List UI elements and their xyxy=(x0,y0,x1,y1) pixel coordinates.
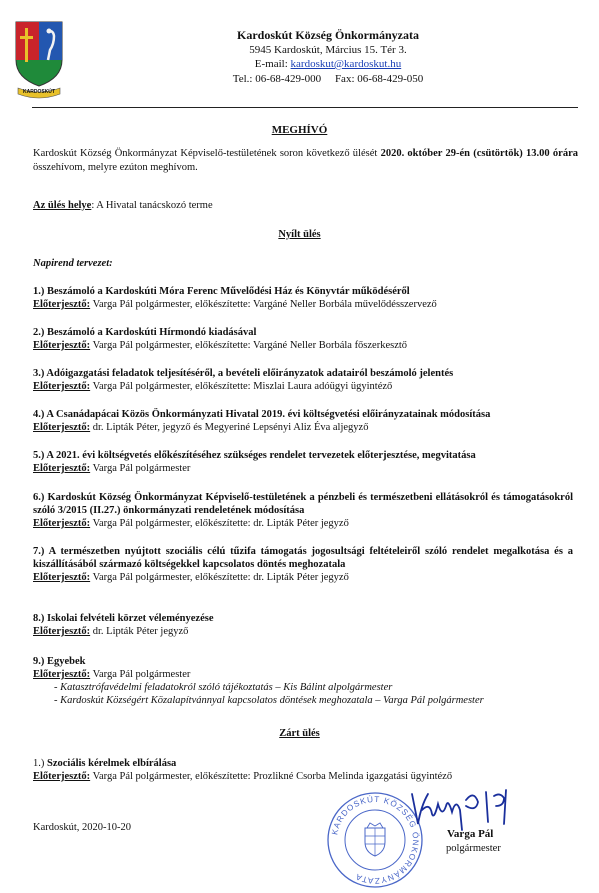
agenda-item xyxy=(33,655,573,707)
agenda-item-presenter xyxy=(33,517,573,530)
org-name: Kardoskút Község Önkormányzata xyxy=(236,28,419,42)
presenter-value: Varga Pál polgármester, előkészítette: dr. Lipták Péter jegyző xyxy=(90,572,349,583)
presenter-label: Előterjesztő: xyxy=(33,572,91,583)
signatory-title: polgármester xyxy=(446,843,501,854)
presenter-label: Előterjesztő: xyxy=(33,518,91,529)
agenda-item-presenter xyxy=(33,339,573,352)
open-session-heading: Nyílt ülés xyxy=(278,229,321,240)
agenda-item xyxy=(33,449,573,475)
agenda-item-presenter xyxy=(33,462,573,475)
venue-line xyxy=(33,200,213,211)
intro-text-2: összehívom, melyre ezúton meghívom. xyxy=(33,162,198,173)
fax-number: Fax: 06-68-429-050 xyxy=(334,72,424,85)
agenda-item-presenter xyxy=(33,668,573,681)
agenda-item-presenter xyxy=(33,625,573,638)
closed-session-heading: Zárt ülés xyxy=(279,728,320,739)
closed-agenda-item xyxy=(33,757,573,783)
agenda-item-title: 8.) Iskolai felvételi körzet véleményezése xyxy=(33,613,214,624)
closed-item-title-line xyxy=(33,757,573,770)
agenda-item-presenter xyxy=(33,571,573,584)
agenda-item-title: 7.) A természetben nyújtott szociális célú tűzifa támogatás jogosultsági feltételeiről szóló rendelet megalkotása és a kiszállításából származó költségekkel kapcsolatos döntés meghozatala xyxy=(33,546,573,570)
agenda-item-title: 1.) Beszámoló a Kardoskúti Móra Ferenc Művelődési Ház és Könyvtár működéséről xyxy=(33,286,410,297)
presenter-label: Előterjesztő: xyxy=(33,422,91,433)
agenda-item-title: 6.) Kardoskút Község Önkormányzat Képviselő-testületének a pénzbeli és természetbeni ellátásokról és támogatásokról szóló 3/2015 (II.27.) önkormányzati rendeletének módosítása xyxy=(33,492,573,516)
agenda-subitem: - Katasztrófavédelmi feladatokról szóló tájékoztatás – Kis Bálint alpolgármester xyxy=(54,682,393,693)
agenda-item xyxy=(33,285,573,311)
place-date: Kardoskút, 2020-10-20 xyxy=(33,822,131,833)
email-label: E-mail: xyxy=(254,58,288,70)
presenter-label: Előterjesztő: xyxy=(33,626,91,637)
presenter-value: Varga Pál polgármester, előkészítette: Vargáné Neller Borbála művelődésszervező xyxy=(90,299,437,310)
presenter-value: Varga Pál polgármester xyxy=(90,463,191,474)
crest-caption: KARDOSKÚT xyxy=(23,89,55,95)
agenda-item-presenter xyxy=(33,380,573,393)
presenter-label: Előterjesztő: xyxy=(33,381,91,392)
stamp-text: KARDOSKÚT KÖZSÉG ÖNKORMÁNYZATA xyxy=(330,794,421,886)
closed-item-presenter xyxy=(33,770,573,783)
agenda-item-title: 2.) Beszámoló a Kardoskúti Hírmondó kiadásával xyxy=(33,327,257,338)
agenda-item-presenter xyxy=(33,298,573,311)
presenter-value: Varga Pál polgármester, előkészítette: Miszlai Laura adóügyi ügyintéző xyxy=(90,381,393,392)
agenda-item-title: 9.) Egyebek xyxy=(33,656,86,667)
letterhead xyxy=(198,28,458,86)
presenter-label: Előterjesztő: xyxy=(33,340,91,351)
presenter-value: Varga Pál polgármester xyxy=(90,669,191,680)
email-link[interactable]: kardoskut@kardoskut.hu xyxy=(290,58,402,70)
document-title: MEGHÍVÓ xyxy=(271,124,328,136)
agenda-item-presenter xyxy=(33,421,573,434)
presenter-label: Előterjesztő: xyxy=(33,771,91,782)
venue-value: : A Hivatal tanácskozó terme xyxy=(91,200,213,211)
presenter-value: dr. Lipták Péter jegyző xyxy=(90,626,189,637)
municipal-crest xyxy=(12,16,66,100)
closed-item-number: 1.) xyxy=(33,758,47,769)
intro-text-1: Kardoskút Község Önkormányzat Képviselő-testületének soron következő ülését xyxy=(33,148,381,159)
phone-fax-line xyxy=(198,72,458,87)
presenter-value: Varga Pál polgármester, előkészítette: Prozlikné Csorba Melinda igazgatási ügyintéző xyxy=(90,771,453,782)
agenda-item xyxy=(33,491,573,530)
agenda-item xyxy=(33,326,573,352)
intro-paragraph xyxy=(33,147,578,175)
venue-label: Az ülés helye xyxy=(33,200,92,211)
signatory-name: Varga Pál xyxy=(447,828,494,840)
email-line xyxy=(198,57,458,72)
presenter-value: Varga Pál polgármester, előkészítette: dr. Lipták Péter jegyző xyxy=(90,518,349,529)
presenter-value: Varga Pál polgármester, előkészítette: Vargáné Neller Borbála főszerkesztő xyxy=(90,340,408,351)
presenter-label: Előterjesztő: xyxy=(33,463,91,474)
agenda-item-title: 5.) A 2021. évi költségvetés előkészítéséhez szükséges rendelet tervezetek előterjesztése, megvitatása xyxy=(33,450,476,461)
agenda-item xyxy=(33,408,573,434)
closed-item-title: Szociális kérelmek elbírálása xyxy=(47,758,177,769)
phone-number: Tel.: 06-68-429-000 xyxy=(232,72,322,85)
header-divider xyxy=(32,107,578,108)
meeting-datetime: 2020. október 29-én (csütörtök) 13.00 órára xyxy=(380,148,578,159)
presenter-value: dr. Lipták Péter, jegyző és Megyeriné Lepsényi Aliz Éva aljegyző xyxy=(90,422,369,433)
presenter-label: Előterjesztő: xyxy=(33,669,91,680)
presenter-label: Előterjesztő: xyxy=(33,299,91,310)
org-address: 5945 Kardoskút, Március 15. Tér 3. xyxy=(249,43,407,56)
agenda-item-title: 3.) Adóigazgatási feladatok teljesítéséről, a bevételi előirányzatok adatairól beszámoló jelentés xyxy=(33,368,454,379)
agenda-item xyxy=(33,367,573,393)
agenda-item xyxy=(33,612,573,638)
agenda-heading: Napirend tervezet: xyxy=(33,258,113,269)
agenda-subitem: - Kardoskút Községért Közalapítvánnyal kapcsolatos döntések meghozatala – Varga Pál polgármester xyxy=(54,695,484,706)
agenda-item-title: 4.) A Csanádapácai Közös Önkormányzati Hivatal 2019. évi költségvetési előirányzatainak módosítása xyxy=(33,409,491,420)
agenda-item xyxy=(33,545,573,584)
